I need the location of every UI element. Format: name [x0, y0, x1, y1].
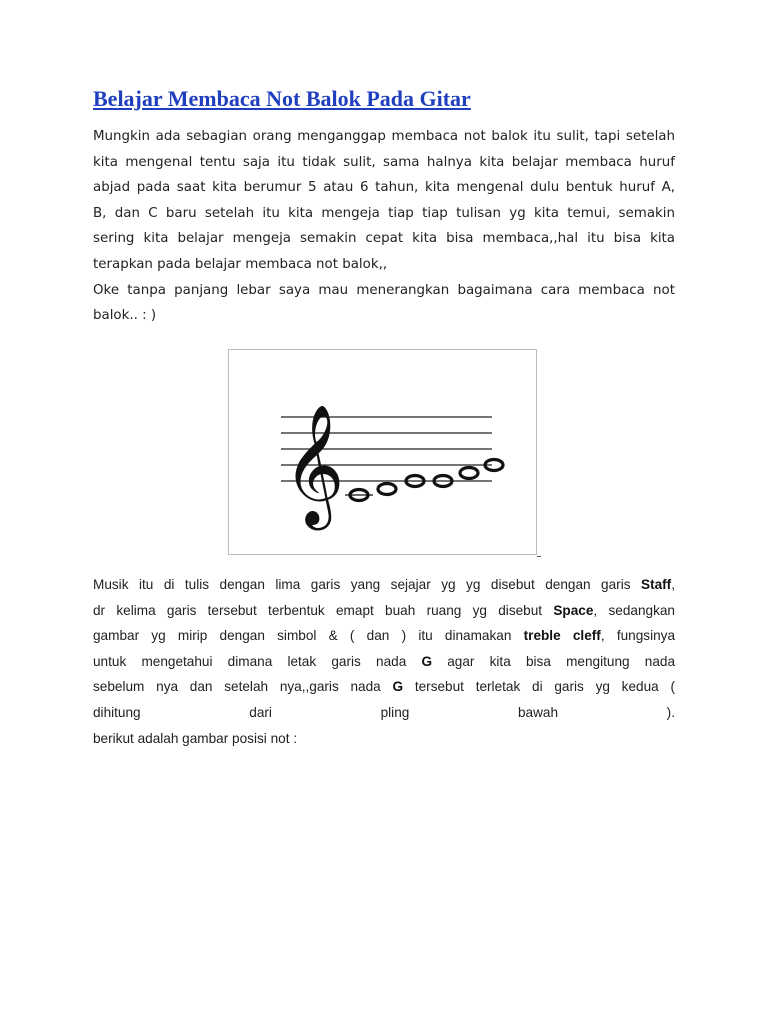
intro-line: sering kita belajar mengeja semakin cepat kita bisa membaca,,hal itu bisa kita — [93, 231, 675, 247]
term-staff: Staff — [641, 577, 672, 592]
term-space: Space — [553, 602, 594, 618]
staff-figure — [228, 349, 537, 555]
intro-line: abjad pada saat kita berumur 5 atau 6 tahun, kita mengenal dulu bentuk huruf A, — [93, 180, 675, 196]
explanation-line: berikut adalah gambar posisi not : — [93, 730, 298, 746]
treble-clef-icon: 𝄞 — [283, 403, 345, 525]
explanation-line: dihitung dari pling bawah ). — [93, 704, 675, 720]
note — [378, 484, 396, 495]
explanation-line: Musik itu di tulis dengan lima garis yang sejajar yg yg disebut dengan garis Staff, — [93, 577, 675, 592]
explanation-line: dr kelima garis tersebut terbentuk emapt buah ruang yg disebut Space, sedangkan — [93, 602, 675, 618]
explanation-paragraph — [93, 572, 675, 751]
term-treble-cleff: treble cleff — [523, 628, 601, 644]
explanation-line: untuk mengetahui dimana letak garis nada G agar kita bisa mengitung nada — [93, 653, 676, 669]
explanation-line: gambar yg mirip dengan simbol & ( dan ) itu dinamakan treble cleff, fungsinya — [93, 628, 676, 644]
intro-line: kita mengenal tentu saja itu tidak sulit, sama halnya kita belajar membaca huruf — [93, 154, 675, 170]
caption-mark — [537, 556, 541, 557]
term-g: G — [421, 653, 433, 669]
intro-paragraph — [93, 124, 675, 329]
oke-line: Oke tanpa panjang lebar saya mau menerangkan bagaimana cara membaca not — [93, 282, 675, 298]
intro-line: Mungkin ada sebagian orang menganggap membaca not balok itu sulit, tapi setelah — [93, 129, 675, 144]
page-title: Belajar Membaca Not Balok Pada Gitar — [93, 86, 471, 111]
intro-line: B, dan C baru setelah itu kita mengeja tiap tiap tulisan yg kita temui, semakin — [93, 205, 675, 221]
note — [460, 468, 478, 479]
staff-svg — [229, 350, 538, 556]
term-g: G — [392, 679, 404, 695]
intro-line: terapkan pada belajar membaca not balok,, — [93, 256, 388, 272]
oke-line: balok.. : ) — [93, 308, 157, 324]
explanation-line: sebelum nya dan setelah nya,,garis nada G tersebut terletak di garis yg kedua ( — [93, 679, 675, 695]
